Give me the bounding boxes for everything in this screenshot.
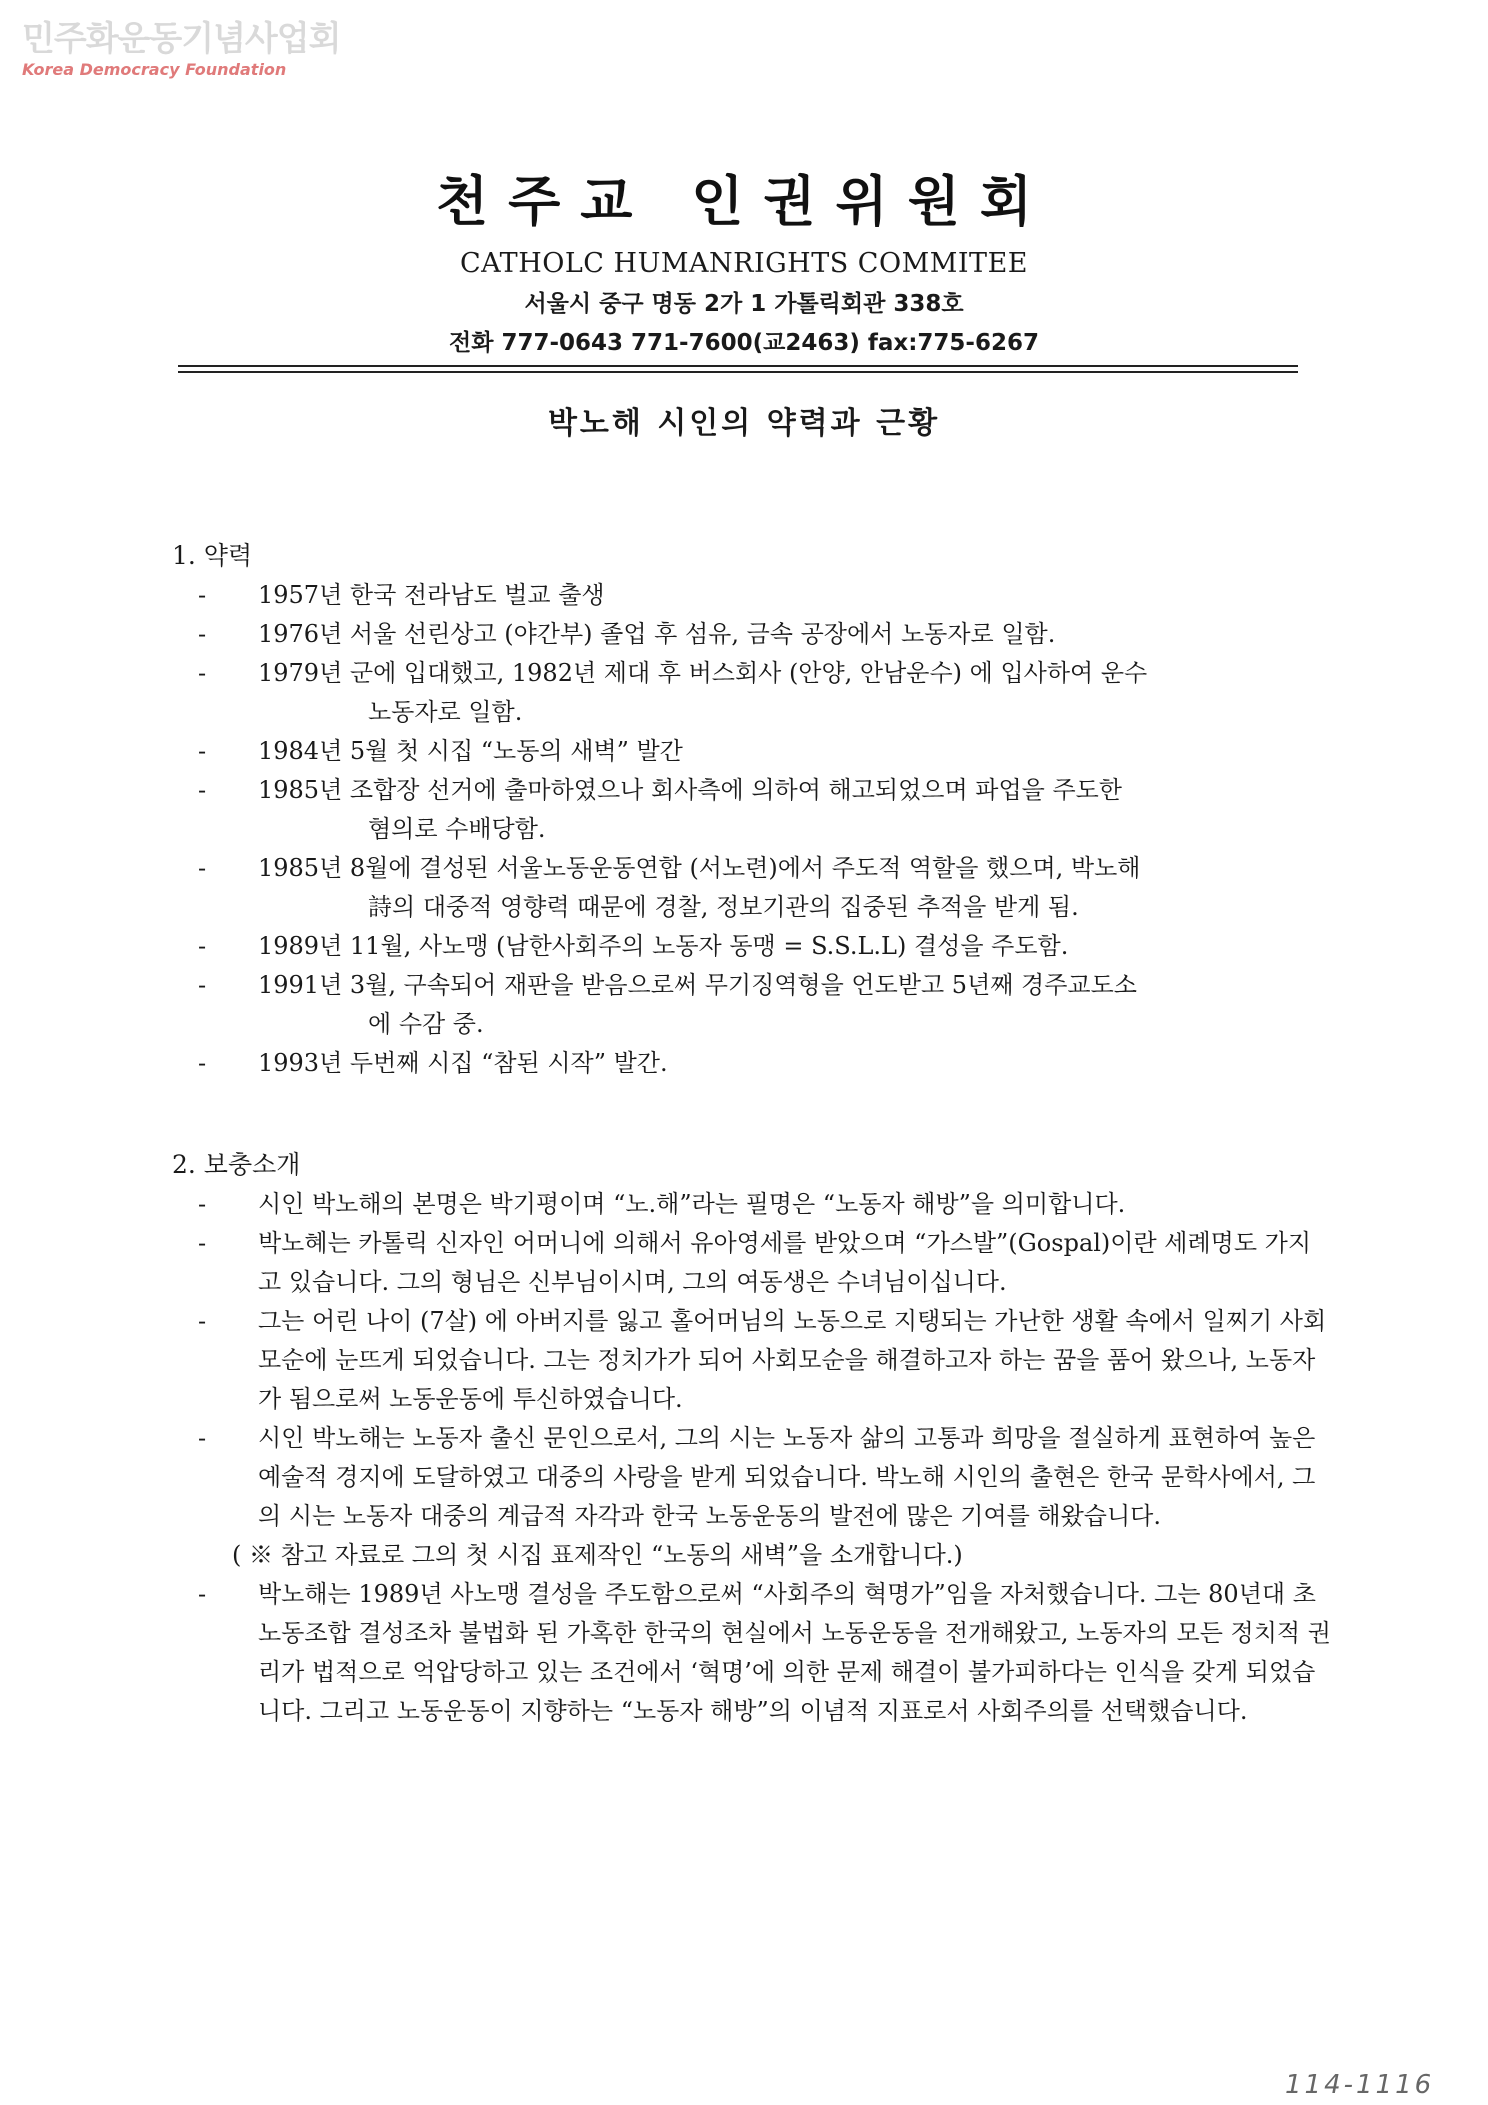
org-name-korean: 천주교 인권위원회: [435, 170, 1053, 233]
list-item: [198, 1419, 1332, 1536]
list-dash: -: [198, 1424, 207, 1452]
biography-list: [172, 576, 1332, 1083]
watermark-english: Korea Democracy Foundation: [22, 60, 287, 79]
list-dash: -: [198, 1049, 207, 1077]
list-dash: -: [198, 1190, 207, 1218]
list-item-text: 1979년 군에 입대했고, 1982년 제대 후 버스회사 (안양, 안남운수) 에 입사하여 운수: [258, 659, 1148, 687]
list-item-text: 1957년 한국 전라남도 벌교 출생: [258, 581, 605, 609]
list-dash: -: [198, 737, 207, 765]
page-number-mark: 114-1116: [1285, 2070, 1435, 2100]
list-item-text: 1985년 8월에 결성된 서울노동운동연합 (서노련)에서 주도적 역할을 했으며, 박노해: [258, 854, 1141, 882]
list-dash: -: [198, 659, 207, 687]
org-phone: 전화 777-0643 771-7600(교2463) fax:775-6267: [449, 330, 1039, 356]
list-item: [198, 1185, 1332, 1224]
list-item-text: 1991년 3월, 구속되어 재판을 받음으로써 무기징역형을 언도받고 5년째 경주교도소: [258, 971, 1137, 999]
list-dash: -: [198, 620, 207, 648]
list-item: [198, 771, 1332, 849]
list-dash: -: [198, 1229, 207, 1257]
document-title: 박노해 시인의 약력과 근황: [547, 406, 941, 441]
list-item: [198, 576, 1332, 615]
list-item-text: 박노혜는 카톨릭 신자인 어머니에 의해서 유아영세를 받았으며 “가스발”(Gospal)이란 세례명도 가지고 있습니다. 그의 형님은 신부님이시며, 그의 여동생은 수녀님이십니다.: [258, 1229, 1312, 1296]
list-dash: -: [198, 776, 207, 804]
list-item: [198, 615, 1332, 654]
list-item: [198, 927, 1332, 966]
list-item-text: 박노해는 1989년 사노맹 결성을 주도함으로써 “사회주의 혁명가”임을 자처했습니다. 그는 80년대 초 노동조합 결성조차 불법화 된 가혹한 한국의 현실에서 노동운동을 전개해왔고, 노동자의 모든 정치적 권리가 법적으로 억압당하고 있는 조건에서 ‘혁명’에 의한 문제 해결이 불가피하다는 인식을 갖게 되었습니다. 그리고 노동운동이 지향하는 “노동자 해방”의 이념적 지표로서 사회주의를 선택했습니다.: [258, 1580, 1331, 1725]
header-rule-second: [178, 371, 1298, 373]
list-item-continuation: 詩의 대중적 영향력 때문에 경찰, 정보기관의 집중된 추적을 받게 됨.: [368, 893, 1079, 921]
list-item: [198, 1575, 1332, 1731]
list-item-continuation: 혐의로 수배당함.: [368, 815, 546, 843]
header-rule: [178, 365, 1298, 367]
document-body: [172, 536, 1332, 1731]
org-address: 서울시 중구 명동 2가 1 가톨릭회관 338호: [524, 291, 964, 317]
list-dash: -: [198, 1580, 207, 1608]
section-heading-introduction: 2. 보충소개: [172, 1150, 301, 1179]
list-dash: -: [198, 932, 207, 960]
list-item-continuation: 노동자로 일함.: [368, 698, 523, 726]
section-heading-biography: 1. 약력: [172, 541, 253, 570]
list-dash: -: [198, 854, 207, 882]
foundation-watermark: [22, 20, 340, 79]
list-item: [198, 1044, 1332, 1083]
list-item-text: 1989년 11월, 사노맹 (남한사회주의 노동자 동맹 = S.S.L.L) 결성을 주도함.: [258, 932, 1069, 960]
list-item-text: 1976년 서울 선린상고 (야간부) 졸업 후 섬유, 금속 공장에서 노동자로 일함.: [258, 620, 1056, 648]
reference-note: ( ※ 참고 자료로 그의 첫 시집 표제작인 “노동의 새벽”을 소개합니다.): [232, 1541, 963, 1569]
list-dash: -: [198, 581, 207, 609]
list-item-text: 1993년 두번째 시집 “참된 시작” 발간.: [258, 1049, 668, 1077]
list-dash: -: [198, 971, 207, 999]
list-item: [198, 732, 1332, 771]
list-item: [198, 1224, 1332, 1302]
list-item-text: 1985년 조합장 선거에 출마하였으나 회사측에 의하여 해고되었으며 파업을 주도한: [258, 776, 1122, 804]
list-item-text: 1984년 5월 첫 시집 “노동의 새벽” 발간: [258, 737, 683, 765]
list-item: [198, 654, 1332, 732]
list-item: [198, 849, 1332, 927]
watermark-korean: 민주화운동기념사업회: [22, 19, 341, 59]
org-name-english: CATHOLC HUMANRIGHTS COMMITEE: [460, 248, 1028, 279]
letterhead: [0, 170, 1488, 357]
list-item: [198, 966, 1332, 1044]
introduction-list: [172, 1185, 1332, 1731]
list-dash: -: [198, 1307, 207, 1335]
list-item-text: 그는 어린 나이 (7살) 에 아버지를 잃고 홀어머님의 노동으로 지탱되는 가난한 생활 속에서 일찌기 사회 모순에 눈뜨게 되었습니다. 그는 정치가가 되어 사회모순을 해결하고자 하는 꿈을 품어 왔으나, 노동자가 됨으로써 노동운동에 투신하였습니다.: [258, 1307, 1327, 1413]
list-item-text: 시인 박노해의 본명은 박기평이며 “노.해”라는 필명은 “노동자 해방”을 의미합니다.: [258, 1190, 1126, 1218]
list-item-continuation: 에 수감 중.: [368, 1010, 484, 1038]
list-item-text: 시인 박노해는 노동자 출신 문인으로서, 그의 시는 노동자 삶의 고통과 희망을 절실하게 표현하여 높은 예술적 경지에 도달하였고 대중의 사랑을 받게 되었습니다. 박노해 시인의 출현은 한국 문학사에서, 그의 시는 노동자 대중의 계급적 자각과 한국 노동운동의 발전에 많은 기여를 해왔습니다.: [258, 1424, 1316, 1530]
list-item: [198, 1302, 1332, 1419]
